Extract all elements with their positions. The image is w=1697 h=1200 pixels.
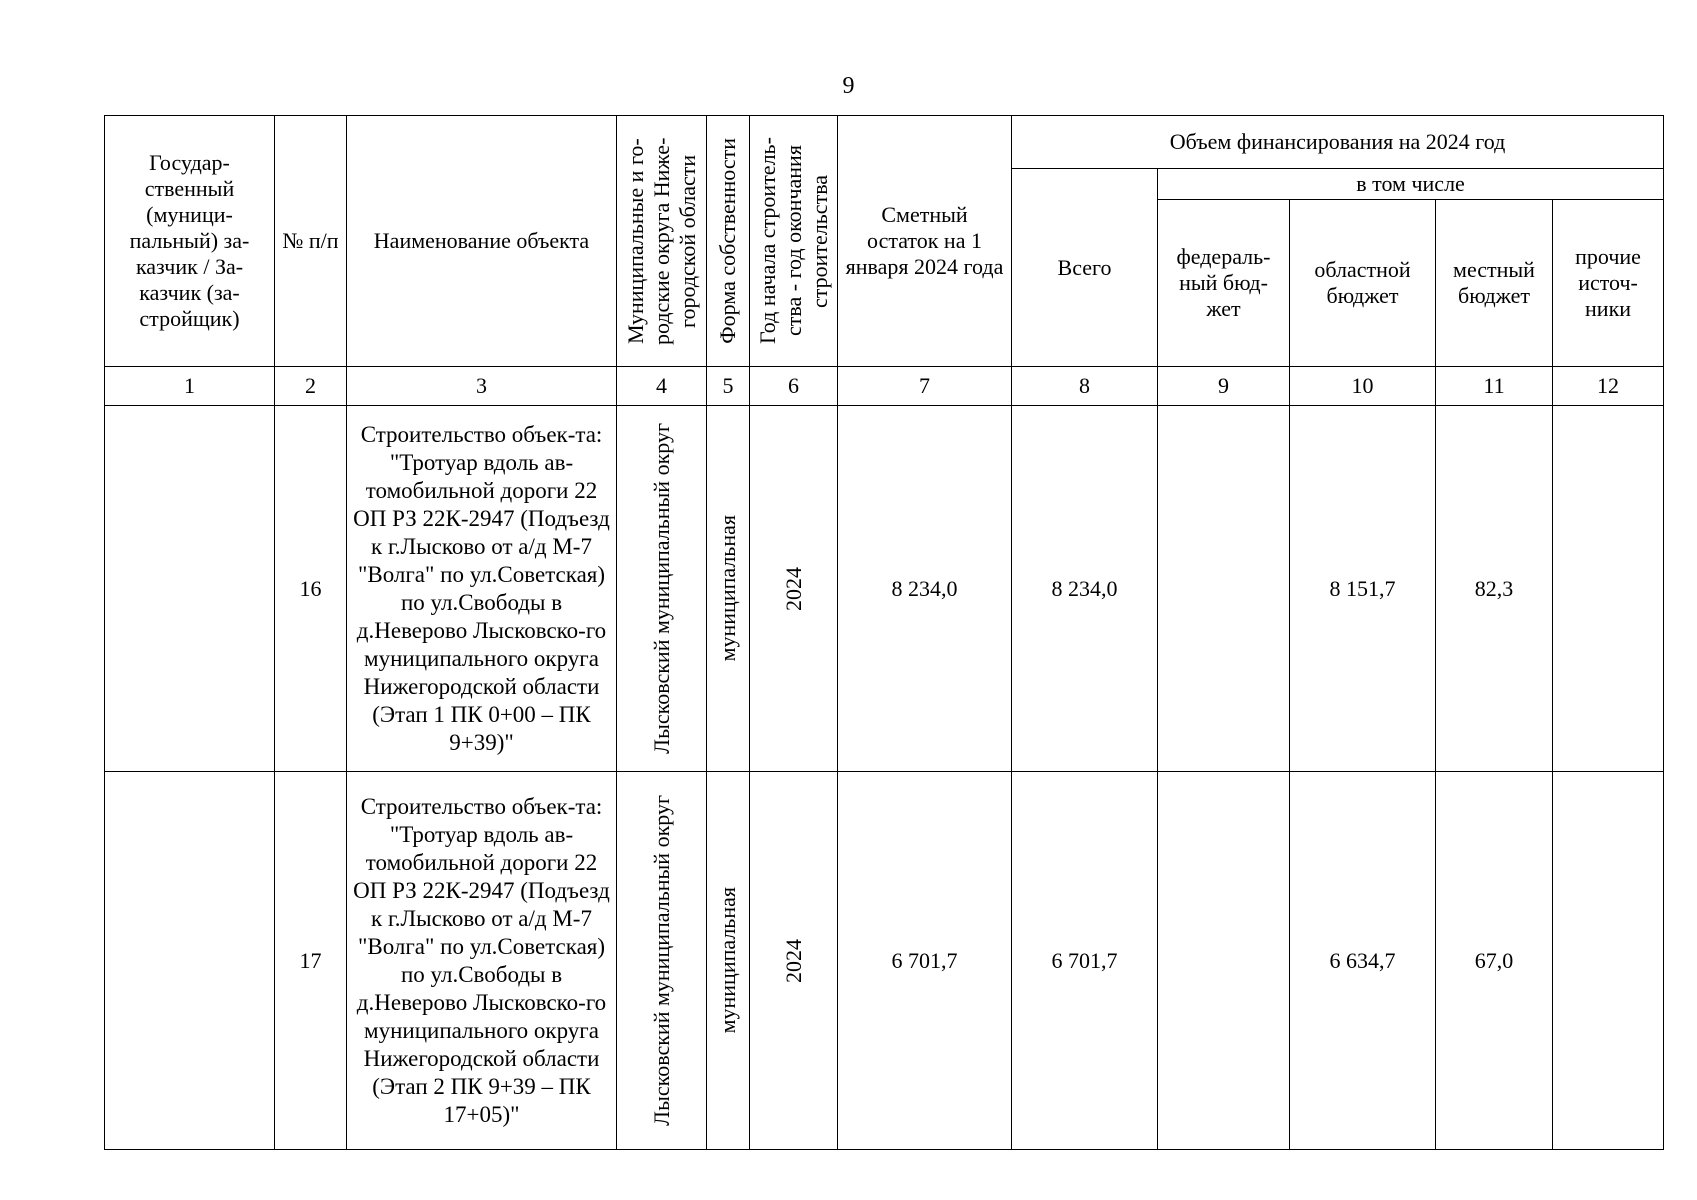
header-years: Год начала строитель-ства - год окончания строительства [750,116,838,367]
header-local: местный бюджет [1436,200,1553,367]
column-number: 11 [1436,367,1553,406]
cell-number: 17 [275,772,347,1150]
cell-customer [105,772,275,1150]
column-number: 1 [105,367,275,406]
table-row [105,406,1664,772]
column-number: 3 [347,367,617,406]
header-including: в том числе [1158,169,1664,200]
header-ownership: Форма собственности [707,116,750,367]
column-number: 8 [1012,367,1158,406]
cell-balance: 8 234,0 [838,406,1012,772]
table-row [105,772,1664,1150]
header-number: № п/п [275,116,347,367]
ownership-text: муниципальная [715,515,740,662]
cell-number: 16 [275,406,347,772]
cell-local: 67,0 [1436,772,1553,1150]
header-funding-group: Объем финансирования на 2024 год [1012,116,1664,169]
header-other: прочие источ-ники [1553,200,1664,367]
header-customer: Государ-ственный (муници-пальный) за-казчик / За-казчик (за-стройщик) [105,116,275,367]
cell-other [1553,406,1664,772]
cell-customer [105,406,275,772]
header-federal: федераль-ный бюд-жет [1158,200,1290,367]
column-number: 6 [750,367,838,406]
years-text: 2024 [780,938,806,983]
cell-object-name: Строительство объек-та: "Тротуар вдоль ав-томобильной дороги 22 ОП РЗ 22К-2947 (Подъезд к г.Лысково от а/д М-7 "Волга" по ул.Советская) по ул.Свободы в д.Неверово Лысковско-го муниципального округа Нижегородской области (Этап 1 ПК 0+00 – ПК 9+39)" [347,406,617,772]
header-object-name: Наименование объекта [347,116,617,367]
cell-years [750,772,838,1150]
cell-other [1553,772,1664,1150]
cell-ownership [707,772,750,1150]
cell-municipality [617,406,707,772]
column-number: 10 [1290,367,1436,406]
cell-local: 82,3 [1436,406,1553,772]
cell-years [750,406,838,772]
municipality-text: Лысковский муниципальный округ [648,795,674,1126]
column-number: 5 [707,367,750,406]
years-text: 2024 [780,566,806,611]
cell-total: 8 234,0 [1012,406,1158,772]
cell-regional: 8 151,7 [1290,406,1436,772]
cell-total: 6 701,7 [1012,772,1158,1150]
cell-object-name: Строительство объек-та: "Тротуар вдоль ав-томобильной дороги 22 ОП РЗ 22К-2947 (Подъезд к г.Лысково от а/д М-7 "Волга" по ул.Советская) по ул.Свободы в д.Неверово Лысковско-го муниципального округа Нижегородской области (Этап 2 ПК 9+39 – ПК 17+05)" [347,772,617,1150]
header-balance: Сметный остаток на 1 января 2024 года [838,116,1012,367]
cell-balance: 6 701,7 [838,772,1012,1150]
cell-federal [1158,772,1290,1150]
header-regional: областной бюджет [1290,200,1436,367]
cell-municipality [617,772,707,1150]
header-municipality: Муниципальные и го-родские округа Ниже-городской области [617,116,707,367]
header-total: Всего [1012,169,1158,367]
column-number: 4 [617,367,707,406]
financing-table [104,115,1664,1150]
cell-federal [1158,406,1290,772]
municipality-text: Лысковский муниципальный округ [648,423,674,754]
column-number: 9 [1158,367,1290,406]
cell-ownership [707,406,750,772]
column-number: 2 [275,367,347,406]
column-number: 7 [838,367,1012,406]
cell-regional: 6 634,7 [1290,772,1436,1150]
page-number: 9 [842,73,855,99]
column-number-row [105,367,1664,406]
column-number: 12 [1553,367,1664,406]
ownership-text: муниципальная [715,887,740,1034]
